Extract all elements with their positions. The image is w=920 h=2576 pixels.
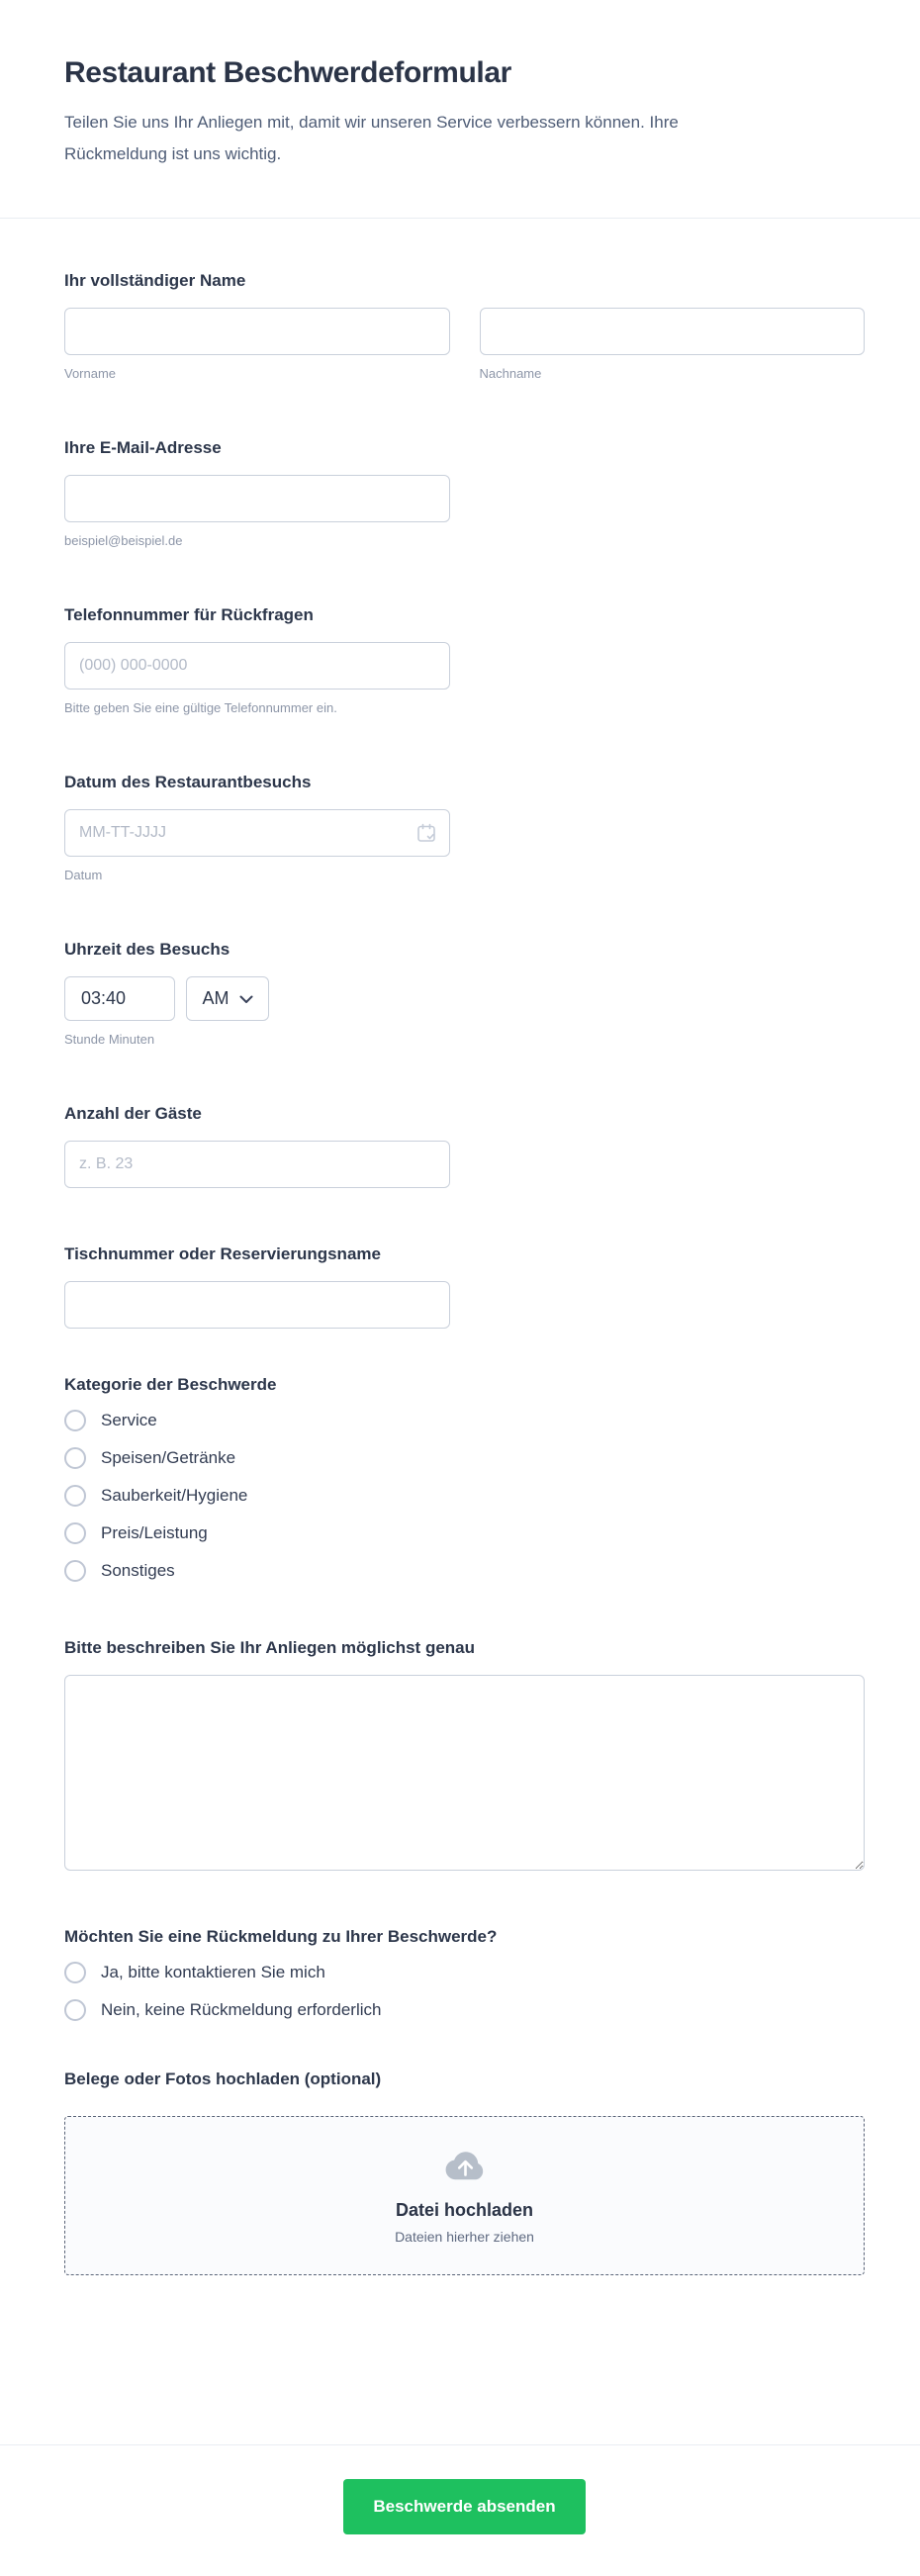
radio-button[interactable] (64, 1447, 86, 1469)
category-option-service[interactable] (64, 1410, 865, 1431)
full-name-label: Ihr vollständiger Name (64, 271, 246, 290)
field-guest-count (64, 1103, 865, 1188)
radio-button[interactable] (64, 1410, 86, 1431)
field-phone (64, 604, 865, 716)
calendar-check-icon[interactable] (415, 822, 437, 844)
first-name-sublabel: Vorname (64, 366, 117, 381)
radio-option-label: Ja, bitte kontaktieren Sie mich (101, 1963, 325, 1981)
radio-option-label: Sonstiges (101, 1561, 175, 1580)
page-title: Restaurant Beschwerdeformular (64, 56, 511, 89)
chevron-down-icon (239, 988, 253, 1009)
file-upload-dropzone[interactable] (64, 2116, 865, 2275)
form-header (0, 0, 920, 170)
category-option-preis-leistung[interactable] (64, 1522, 865, 1544)
file-upload-label: Belege oder Fotos hochladen (optional) (64, 2070, 382, 2088)
radio-option-label: Sauberkeit/Hygiene (101, 1486, 248, 1505)
last-name-input[interactable] (480, 308, 866, 355)
table-number-label: Tischnummer oder Reservierungsname (64, 1244, 381, 1263)
radio-button[interactable] (64, 1560, 86, 1582)
field-email (64, 437, 865, 549)
page-subtitle: Teilen Sie uns Ihr Anliegen mit, damit wir unseren Service verbessern können. Ihre Rückmeldung ist uns wichtig. (64, 113, 679, 163)
radio-button[interactable] (64, 1485, 86, 1507)
email-label: Ihre E-Mail-Adresse (64, 438, 222, 457)
meridiem-select[interactable] (186, 976, 269, 1021)
upload-button-text: Datei hochladen (395, 2199, 534, 2220)
cloud-upload-icon (441, 2148, 489, 2190)
submit-button[interactable]: Beschwerde absenden (343, 2479, 586, 2534)
email-sublabel: beispiel@beispiel.de (64, 533, 183, 548)
radio-option-label: Nein, keine Rückmeldung erforderlich (101, 2000, 382, 2019)
category-option-sauberkeit-hygiene[interactable] (64, 1485, 865, 1507)
category-option-sonstiges[interactable] (64, 1560, 865, 1582)
radio-option-label: Service (101, 1411, 157, 1429)
field-feedback-preference (64, 1926, 865, 2021)
upload-hint-text: Dateien hierher ziehen (395, 2228, 534, 2245)
form-footer (0, 2444, 920, 2576)
time-input[interactable] (64, 976, 175, 1021)
field-file-upload (64, 2069, 865, 2275)
phone-label: Telefonnummer für Rückfragen (64, 605, 314, 624)
field-full-name (64, 270, 865, 382)
complaint-category-options (64, 1410, 865, 1582)
visit-time-sublabel: Stunde Minuten (64, 1032, 155, 1047)
email-input[interactable] (64, 475, 450, 522)
field-visit-time (64, 939, 865, 1048)
visit-date-input[interactable] (64, 809, 450, 857)
radio-button[interactable] (64, 1962, 86, 1983)
field-visit-date (64, 772, 865, 883)
meridiem-value: AM (202, 988, 230, 1008)
field-complaint-category (64, 1374, 865, 1582)
complaint-category-label: Kategorie der Beschwerde (64, 1375, 277, 1394)
guest-count-label: Anzahl der Gäste (64, 1104, 202, 1123)
feedback-preference-options (64, 1962, 865, 2021)
description-label: Bitte beschreiben Sie Ihr Anliegen möglichst genau (64, 1638, 476, 1657)
visit-date-label: Datum des Restaurantbesuchs (64, 773, 312, 791)
guest-count-input[interactable] (64, 1141, 450, 1188)
visit-date-sublabel: Datum (64, 868, 103, 882)
table-number-input[interactable] (64, 1281, 450, 1329)
category-option-speisen-getraenke[interactable] (64, 1447, 865, 1469)
radio-option-label: Preis/Leistung (101, 1523, 208, 1542)
radio-button[interactable] (64, 1999, 86, 2021)
phone-helper: Bitte geben Sie eine gültige Telefonnummer ein. (64, 700, 337, 715)
field-table-number (64, 1243, 865, 1329)
radio-button[interactable] (64, 1522, 86, 1544)
radio-option-label: Speisen/Getränke (101, 1448, 236, 1467)
description-textarea[interactable] (64, 1675, 865, 1871)
visit-time-label: Uhrzeit des Besuchs (64, 940, 230, 959)
feedback-option-no[interactable] (64, 1999, 865, 2021)
feedback-preference-label: Möchten Sie eine Rückmeldung zu Ihrer Beschwerde? (64, 1927, 498, 1946)
phone-input[interactable] (64, 642, 450, 690)
feedback-option-yes[interactable] (64, 1962, 865, 1983)
first-name-input[interactable] (64, 308, 450, 355)
last-name-sublabel: Nachname (479, 366, 542, 381)
form-body (0, 219, 920, 2275)
field-description (64, 1637, 865, 1871)
